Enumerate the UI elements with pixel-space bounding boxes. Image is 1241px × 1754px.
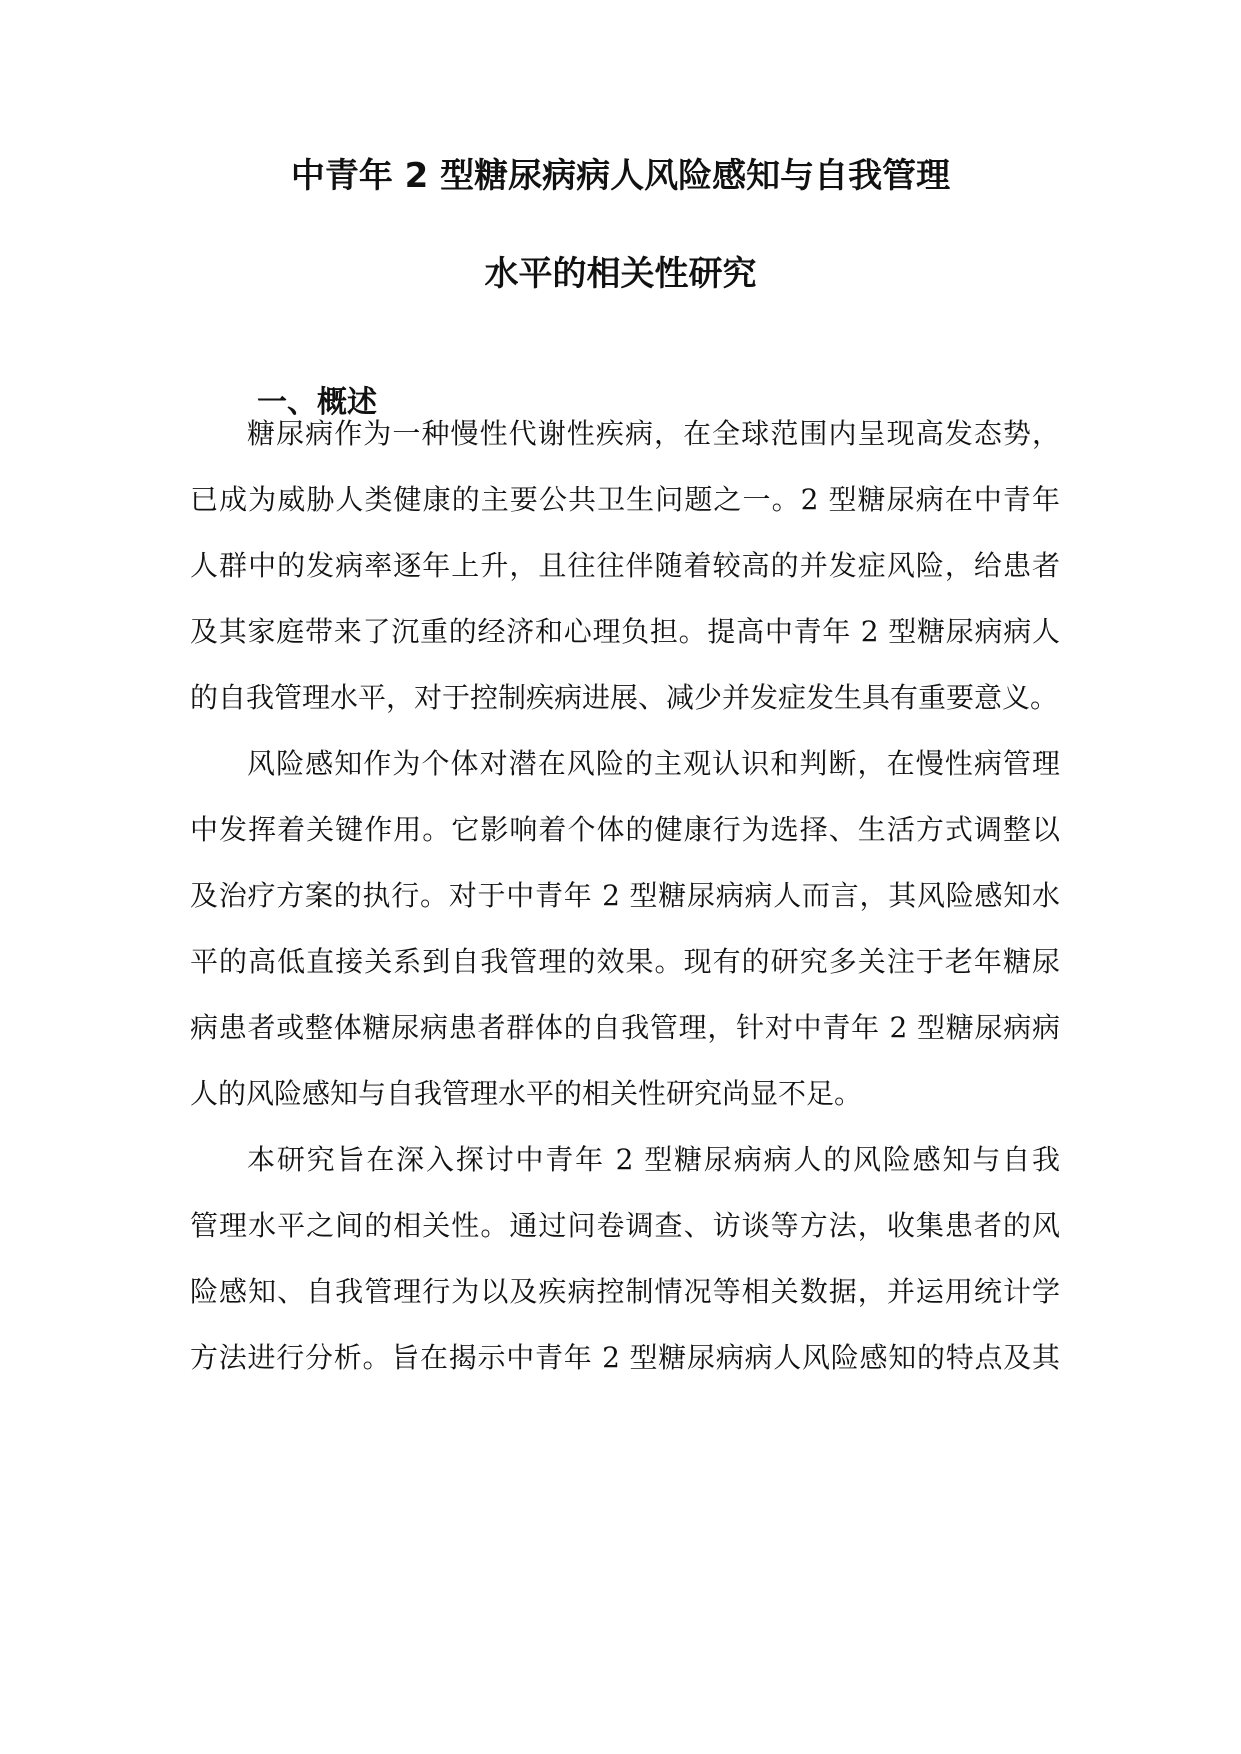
paragraph-3-line-3: 险感知、自我管理行为以及疾病控制情况等相关数据，并运用统计学 bbox=[190, 1275, 1060, 1308]
paragraph-3-line-1: 本研究旨在深入探讨中青年 2 型糖尿病病人的风险感知与自我 bbox=[247, 1143, 1060, 1176]
paragraph-2-line-2: 中发挥着关键作用。它影响着个体的健康行为选择、生活方式调整以 bbox=[190, 813, 1060, 846]
paragraph-1-line-3: 人群中的发病率逐年上升，且往往伴随着较高的并发症风险，给患者 bbox=[190, 549, 1060, 582]
paragraph-1-line-1: 糖尿病作为一种慢性代谢性疾病，在全球范围内呈现高发态势， bbox=[247, 417, 1060, 450]
paragraph-1-line-5: 的自我管理水平，对于控制疾病进展、减少并发症发生具有重要意义。 bbox=[190, 681, 1059, 714]
paragraph-2-line-6: 人的风险感知与自我管理水平的相关性研究尚显不足。 bbox=[190, 1077, 863, 1110]
paragraph-2-line-4: 平的高低直接关系到自我管理的效果。现有的研究多关注于老年糖尿 bbox=[190, 945, 1060, 978]
paragraph-1-line-4: 及其家庭带来了沉重的经济和心理负担。提高中青年 2 型糖尿病病人 bbox=[190, 615, 1060, 648]
paragraph-2-line-3: 及治疗方案的执行。对于中青年 2 型糖尿病病人而言，其风险感知水 bbox=[190, 879, 1060, 912]
paragraph-2-line-1: 风险感知作为个体对潜在风险的主观认识和判断，在慢性病管理 bbox=[247, 747, 1060, 780]
paragraph-3-line-4: 方法进行分析。旨在揭示中青年 2 型糖尿病病人风险感知的特点及其 bbox=[190, 1341, 1060, 1374]
section-heading: 一、概述 bbox=[257, 385, 377, 420]
paragraph-1-line-2: 已成为威胁人类健康的主要公共卫生问题之一。2 型糖尿病在中青年 bbox=[190, 483, 1060, 516]
paragraph-3-line-2: 管理水平之间的相关性。通过问卷调查、访谈等方法，收集患者的风 bbox=[190, 1209, 1060, 1242]
document-title-line-2: 水平的相关性研究 bbox=[484, 254, 757, 294]
paragraph-2-line-5: 病患者或整体糖尿病患者群体的自我管理，针对中青年 2 型糖尿病病 bbox=[190, 1011, 1060, 1044]
document-title-line-1: 中青年 2 型糖尿病病人风险感知与自我管理 bbox=[290, 156, 951, 196]
